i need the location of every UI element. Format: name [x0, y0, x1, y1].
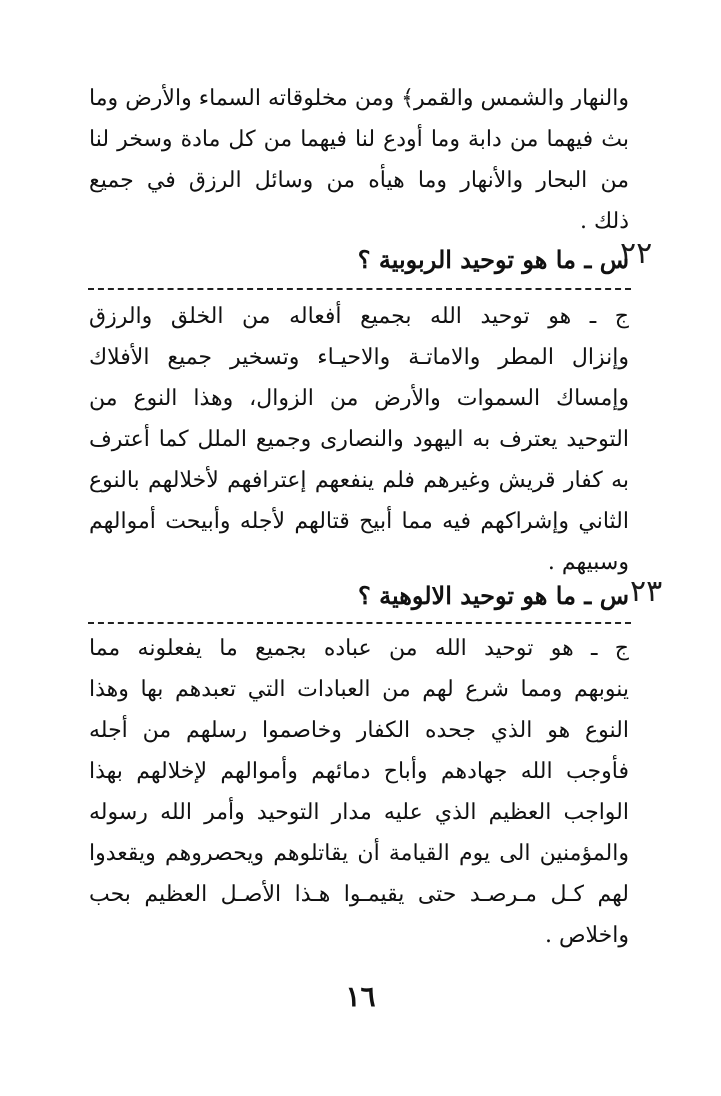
- intro-line-4: ذلك .: [579, 209, 629, 234]
- answer-2-line-2: ينوبهم ومما شرع لهم من العبادات التي تعبدهم بها وهذا: [89, 677, 629, 702]
- answer-1-line-1: ج ـ هو توحيد الله بجميع أفعاله من الخلق والرزق: [89, 304, 629, 329]
- question-1-number-marker: ٢٢: [620, 236, 653, 271]
- answer-1-line-2: وإنزال المطر والاماتـة والاحيـاء وتسخير جميع الأفلاك: [89, 345, 629, 370]
- answer-2-line-8: واخلاص .: [544, 923, 629, 948]
- answer-1-line-3: وإمساك السموات والأرض من الزوال، وهذا النوع من: [89, 386, 629, 411]
- answer-1-paragraph: [89, 296, 629, 583]
- question-2-number-marker: ٢٣: [630, 574, 663, 609]
- intro-line-2: بث فيهما من دابة وما أودع لنا فيهما من كل مادة وسخر لنا: [89, 127, 629, 152]
- answer-2-line-1: ج ـ هو توحيد الله من عباده بجميع ما يفعلونه مما: [89, 636, 629, 661]
- answer-2-line-3: النوع هو الذي جحده الكفار وخاصموا رسلهم من أجله: [89, 718, 629, 743]
- answer-2-line-7: لهم كـل مـرصـد حتى يقيمـوا هـذا الأصـل العظيم بحب: [89, 882, 629, 907]
- intro-line-1: والنهار والشمس والقمر﴾ ومن مخلوقاته السماء والأرض وما: [89, 86, 629, 111]
- answer-2-line-4: فأوجب الله جهادهم وأباح دمائهم وأموالهم لإخلالهم بهذا: [89, 759, 629, 784]
- answer-1-line-7: وسبيهم .: [547, 550, 629, 575]
- intro-line-3: من البحار والأنهار وما هيأه من وسائل الرزق في جميع: [89, 168, 629, 193]
- answer-2-line-5: الواجب العظيم الذي عليه مدار التوحيد وأمر الله رسوله: [89, 800, 629, 825]
- question-1-divider: [88, 288, 631, 290]
- intro-paragraph: [89, 78, 629, 242]
- answer-2-line-6: والمؤمنين الى يوم القيامة أن يقاتلوهم ويحصروهم ويقعدوا: [89, 841, 629, 866]
- answer-2-paragraph: [89, 628, 629, 956]
- question-2-heading: س ـ ما هو توحيد الالوهية ؟: [357, 581, 629, 610]
- answer-1-line-4: التوحيد يعترف به اليهود والنصارى وجميع الملل كما أعترف: [89, 427, 629, 452]
- question-2-divider: [88, 622, 631, 624]
- page-number: ١٦: [345, 980, 376, 1013]
- question-1-heading: س ـ ما هو توحيد الربوبية ؟: [357, 245, 629, 274]
- answer-1-line-5: به كفار قريش وغيرهم فلم ينفعهم إعترافهم لأخلالهم بالنوع: [89, 468, 629, 493]
- answer-1-line-6: الثاني وإشراكهم فيه مما أبيح قتالهم لأجله وأبيحت أموالهم: [89, 509, 629, 534]
